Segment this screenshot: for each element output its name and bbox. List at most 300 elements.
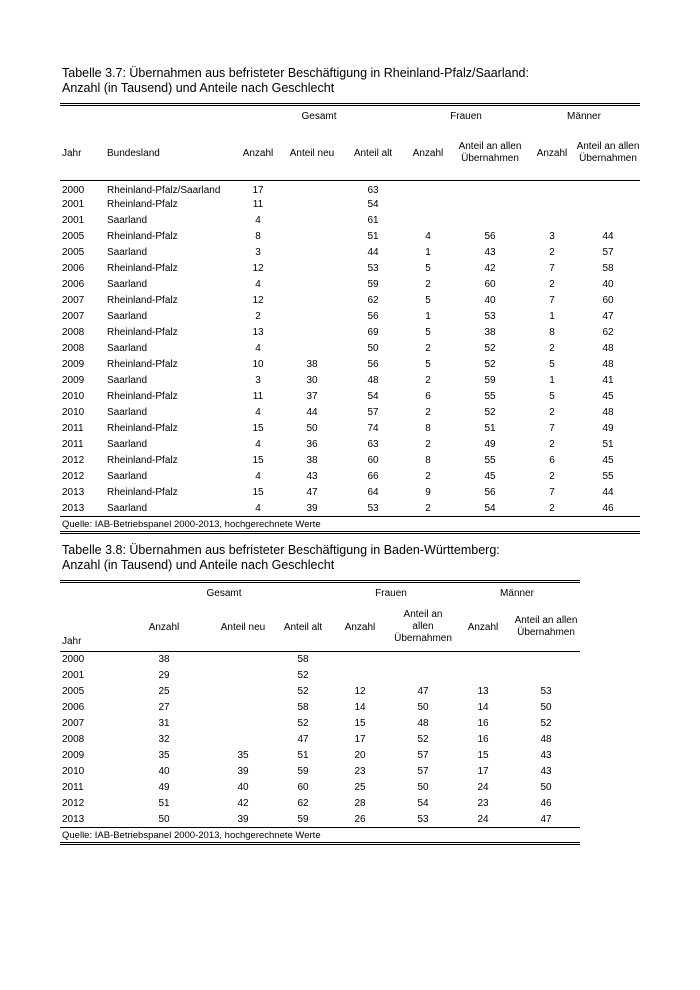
- table1-cell: [282, 325, 342, 341]
- table1-col-header: Bundesland: [107, 147, 160, 159]
- table1-cell: 15: [252, 487, 264, 498]
- table1-cell: 50: [367, 343, 379, 354]
- table1-caption-line1: Tabelle 3.7: Übernahmen aus befristeter Beschäftigung in Rheinland-Pfalz/Saarland:: [62, 66, 529, 80]
- table1-cell: [282, 213, 342, 229]
- table1-cell: 2001: [62, 215, 85, 226]
- table2-cell: 53: [540, 686, 552, 697]
- table1-cell: Rheinland-Pfalz: [107, 359, 178, 370]
- table2-cell: [328, 668, 392, 684]
- table2-cell: 57: [417, 766, 429, 777]
- table1-cell: [404, 197, 452, 213]
- table1-cell: [282, 293, 342, 309]
- table2-cell: 35: [158, 750, 170, 761]
- table1-cell: 2009: [62, 359, 85, 370]
- table1-cell: 43: [306, 471, 318, 482]
- table1-cell: 2: [425, 471, 431, 482]
- table1-row: [60, 309, 640, 325]
- table1-cell: 15: [252, 423, 264, 434]
- table1-cell: 12: [252, 295, 264, 306]
- table1-row: [60, 469, 640, 485]
- table1-cell: 2009: [62, 375, 85, 386]
- table1-row: [60, 181, 640, 197]
- table2-col-header: Anteil an allen Übernahmen: [514, 615, 578, 638]
- table2-cell: 2010: [62, 766, 85, 777]
- table2-row: [60, 748, 580, 764]
- table1-cell: 8: [425, 455, 431, 466]
- table1-cell: 52: [484, 343, 496, 354]
- table1-cell: Rheinland-Pfalz/Saarland: [107, 185, 221, 197]
- table1-cell: 47: [602, 311, 614, 322]
- table1-cell: 4: [255, 471, 261, 482]
- table1-col-header: Anzahl: [242, 147, 274, 159]
- table1-row: [60, 325, 640, 341]
- table1-cell: 2007: [62, 311, 85, 322]
- table1-cell: Rheinland-Pfalz: [107, 231, 178, 242]
- table1-cell: 51: [602, 439, 614, 450]
- table1-cell: [282, 197, 342, 213]
- table2-cell: 42: [237, 798, 249, 809]
- table2-cell: 2007: [62, 718, 85, 729]
- table1-cell: 54: [367, 199, 379, 210]
- table1-cell: 4: [255, 215, 261, 226]
- table2-row: [60, 668, 580, 684]
- table1-cell: 2006: [62, 263, 85, 274]
- table1-cell: 2006: [62, 279, 85, 290]
- table1-cell: 2008: [62, 343, 85, 354]
- table1-cell: 63: [367, 185, 379, 197]
- table2-cell: 48: [417, 718, 429, 729]
- table1-cell: 2005: [62, 247, 85, 258]
- table1-cell: 4: [425, 231, 431, 242]
- table1-cell: Saarland: [107, 407, 148, 418]
- table1-cell: 55: [484, 455, 496, 466]
- table1-cell: Rheinland-Pfalz: [107, 487, 178, 498]
- table1-cell: 44: [602, 487, 614, 498]
- table1-row: [60, 341, 640, 357]
- table2-row: [60, 764, 580, 780]
- table1-cell: 54: [367, 391, 379, 402]
- table1-cell: 17: [252, 185, 264, 197]
- table1-cell: Saarland: [107, 343, 148, 354]
- table1-cell: 15: [252, 455, 264, 466]
- table2-col-header: Anzahl: [467, 621, 499, 633]
- table1-col-header: Jahr: [62, 147, 82, 159]
- table1-cell: 52: [484, 407, 496, 418]
- table1-cell: 49: [602, 423, 614, 434]
- table1-cell: 44: [367, 247, 379, 258]
- table1-cell: 5: [425, 359, 431, 370]
- table1-cell: 11: [252, 199, 264, 210]
- table2-cell: 43: [540, 766, 552, 777]
- table1-cell: 2: [425, 439, 431, 450]
- table1-cell: 56: [484, 231, 496, 242]
- table2-cell: 58: [297, 702, 309, 713]
- table1-cell: [528, 181, 576, 197]
- table1-cell: 8: [425, 423, 431, 434]
- table1-cell: 2: [425, 343, 431, 354]
- table2-col-header: Anteil alt: [283, 621, 323, 633]
- table1-cell: 38: [484, 327, 496, 338]
- table2-cell: [512, 668, 580, 684]
- table1-cell: 37: [306, 391, 318, 402]
- table2-cell: 2009: [62, 750, 85, 761]
- table1-row: [60, 229, 640, 245]
- table2-cell: 24: [477, 813, 489, 825]
- table1-cell: 38: [306, 359, 318, 370]
- table1-cell: 2: [425, 407, 431, 418]
- table2-cell: 49: [158, 782, 170, 793]
- table1-cell: 2010: [62, 407, 85, 418]
- table1-cell: [528, 197, 576, 213]
- table1-cell: [576, 197, 640, 213]
- table1-cell: 1: [549, 311, 555, 322]
- table1-cell: 5: [549, 391, 555, 402]
- table2-cell: 40: [237, 782, 249, 793]
- table2-cell: 50: [540, 702, 552, 713]
- table2-cell: 59: [297, 766, 309, 777]
- table1-cell: 2001: [62, 199, 85, 210]
- table1-row: [60, 453, 640, 469]
- table1-cell: 2005: [62, 231, 85, 242]
- table1-cell: 47: [306, 487, 318, 498]
- table1-cell: 48: [602, 407, 614, 418]
- table1-cell: Saarland: [107, 311, 148, 322]
- table2-cell: 46: [540, 798, 552, 809]
- table2-cell: [454, 668, 512, 684]
- table2-cell: 40: [158, 766, 170, 777]
- table2-cell: 24: [477, 782, 489, 793]
- table1-cell: [452, 181, 528, 197]
- table1-cell: 40: [602, 279, 614, 290]
- table1-cell: 11: [252, 391, 264, 402]
- table1-cell: 4: [255, 279, 261, 290]
- table1-cell: 7: [549, 295, 555, 306]
- table2-cell: 2005: [62, 686, 85, 697]
- table1-cell: 2: [549, 247, 555, 258]
- table1-cell: Rheinland-Pfalz: [107, 423, 178, 434]
- table1-cell: 60: [484, 279, 496, 290]
- table1-cell: 45: [602, 455, 614, 466]
- table2-cell: 2001: [62, 670, 85, 681]
- table2-col-header: Jahr: [62, 636, 82, 647]
- table2-cell: [392, 652, 454, 668]
- table1-cell: Saarland: [107, 279, 148, 290]
- table2-cell: 2013: [62, 813, 85, 825]
- table2-cell: 43: [540, 750, 552, 761]
- table1-cell: 53: [484, 311, 496, 322]
- table2-cell: 48: [540, 734, 552, 745]
- table1-cell: [452, 213, 528, 229]
- table1-cell: 2: [255, 311, 261, 322]
- table2-cell: 39: [237, 813, 249, 825]
- table2-caption-line2: Anzahl (in Tausend) und Anteile nach Geschlecht: [62, 558, 335, 572]
- table2-cell: [328, 652, 392, 668]
- table1-row: [60, 245, 640, 261]
- table1-cell: 3: [255, 247, 261, 258]
- table1-cell: [282, 277, 342, 293]
- table2-cell: 25: [158, 686, 170, 697]
- table2-cell: 32: [158, 734, 170, 745]
- table1-cell: 2000: [62, 185, 85, 197]
- table1-col-header: Anteil neu: [289, 147, 335, 159]
- table2-row: [60, 812, 580, 828]
- table2-cell: 47: [297, 734, 309, 745]
- table1-row: [60, 405, 640, 421]
- table1-cell: 8: [549, 327, 555, 338]
- table2-row: [60, 732, 580, 748]
- table2-cell: 50: [158, 813, 170, 825]
- table1-cell: Rheinland-Pfalz: [107, 327, 178, 338]
- table2-cell: 15: [354, 718, 366, 729]
- table2-group-maenner: Männer: [500, 587, 534, 599]
- table2-cell: 14: [354, 702, 366, 713]
- table2-cell: 29: [158, 670, 170, 681]
- table1-cell: 44: [306, 407, 318, 418]
- table2-cell: 17: [354, 734, 366, 745]
- table2-cell: 15: [477, 750, 489, 761]
- table2-cell: [208, 716, 278, 732]
- table1-cell: 2012: [62, 455, 85, 466]
- table1-cell: 62: [367, 295, 379, 306]
- table1-cell: 4: [255, 343, 261, 354]
- table2-cell: 2006: [62, 702, 85, 713]
- table1-cell: 44: [602, 231, 614, 242]
- table1-cell: Saarland: [107, 247, 148, 258]
- table2-cell: 2000: [62, 654, 85, 666]
- table1-cell: [282, 181, 342, 197]
- table2-cell: [208, 732, 278, 748]
- table1-row: [60, 421, 640, 437]
- table2-cell: 52: [540, 718, 552, 729]
- table1-row: [60, 213, 640, 229]
- table1-cell: 38: [306, 455, 318, 466]
- table1-cell: Rheinland-Pfalz: [107, 199, 178, 210]
- table2-cell: 28: [354, 798, 366, 809]
- table1-cell: 36: [306, 439, 318, 450]
- table1-cell: 9: [425, 487, 431, 498]
- table1-cell: [452, 197, 528, 213]
- table1-cell: 2013: [62, 487, 85, 498]
- table1-cell: [576, 181, 640, 197]
- table2-cell: 53: [417, 813, 429, 825]
- table2-cell: 60: [297, 782, 309, 793]
- table2-cell: 16: [477, 734, 489, 745]
- table1-col-header: Anteil an allen Übernahmen: [576, 141, 640, 164]
- table1-row: [60, 357, 640, 373]
- table1-col-header: Anteil alt: [353, 147, 393, 159]
- table1-cell: 48: [602, 343, 614, 354]
- table1-cell: 51: [367, 231, 379, 242]
- table2-cell: 2011: [62, 782, 84, 793]
- table2-cell: [208, 684, 278, 700]
- table1-cell: [282, 341, 342, 357]
- table1-cell: 7: [549, 263, 555, 274]
- table1-cell: 49: [484, 439, 496, 450]
- table2-col-header: Anzahl: [148, 621, 180, 633]
- table1-cell: 55: [484, 391, 496, 402]
- table1-source: Quelle: IAB-Betriebspanel 2000-2013, hochgerechnete Werte: [60, 517, 640, 533]
- table1-cell: 48: [602, 359, 614, 370]
- table1-cell: 7: [549, 423, 555, 434]
- table2-col-header: Anzahl: [344, 621, 376, 633]
- table1-group-gesamt: Gesamt: [301, 110, 337, 122]
- table1-cell: Saarland: [107, 502, 148, 514]
- table1-cell: 2007: [62, 295, 85, 306]
- table2-cell: 50: [417, 702, 429, 713]
- table1-col-header: Anzahl: [412, 147, 444, 159]
- table2-cell: 31: [158, 718, 170, 729]
- table1-cell: 59: [484, 375, 496, 386]
- table1-cell: 39: [306, 502, 318, 514]
- table1-cell: 12: [252, 263, 264, 274]
- table1-cell: 40: [484, 295, 496, 306]
- table2-col-header: Anteil neu: [220, 621, 266, 633]
- table1-cell: 56: [367, 359, 379, 370]
- table1-cell: 2: [549, 279, 555, 290]
- table1-cell: 4: [255, 502, 261, 514]
- table1-cell: Saarland: [107, 375, 148, 386]
- table2-cell: 50: [540, 782, 552, 793]
- table2-cell: 12: [354, 686, 366, 697]
- table1-cell: 60: [367, 455, 379, 466]
- table1-header-row: [60, 126, 640, 181]
- table2-cell: 59: [297, 813, 309, 825]
- table1-cell: 2: [425, 502, 431, 514]
- table2-cell: 51: [297, 750, 309, 761]
- table2-cell: 47: [417, 686, 429, 697]
- table2-cell: [512, 652, 580, 668]
- table2-cell: 2012: [62, 798, 85, 809]
- table1-cell: [404, 213, 452, 229]
- table2-cell: 16: [477, 718, 489, 729]
- table2-cell: 47: [540, 813, 552, 825]
- table1-row: [60, 501, 640, 517]
- table1-cell: 54: [484, 502, 496, 514]
- table1-cell: 3: [549, 231, 555, 242]
- table1-cell: 6: [425, 391, 431, 402]
- table1-cell: 5: [549, 359, 555, 370]
- table1-cell: 53: [367, 502, 379, 514]
- table2-cell: 27: [158, 702, 170, 713]
- table2-cell: 38: [158, 654, 170, 666]
- table2-cell: 39: [237, 766, 249, 777]
- table1-row: [60, 261, 640, 277]
- table1-cell: 50: [306, 423, 318, 434]
- table2-cell: [208, 700, 278, 716]
- table1-cell: Rheinland-Pfalz: [107, 263, 178, 274]
- table1-cell: [282, 245, 342, 261]
- table1-cell: 2008: [62, 327, 85, 338]
- table1-cell: 2: [425, 375, 431, 386]
- table1-cell: 10: [252, 359, 264, 370]
- table1-caption-line2: Anzahl (in Tausend) und Anteile nach Geschlecht: [62, 81, 335, 95]
- table1-cell: 30: [306, 375, 318, 386]
- table1-cell: 42: [484, 263, 496, 274]
- table1-cell: 4: [255, 407, 261, 418]
- table1-cell: Rheinland-Pfalz: [107, 455, 178, 466]
- table1: [60, 103, 640, 534]
- table1-cell: 56: [484, 487, 496, 498]
- table2-row: [60, 716, 580, 732]
- table1-cell: 1: [425, 311, 431, 322]
- table2-col-header: Anteil an allen Übernahmen: [394, 609, 452, 644]
- table2-row: [60, 780, 580, 796]
- table1-group-frauen: Frauen: [450, 110, 482, 122]
- table1-cell: [528, 213, 576, 229]
- table1-cell: 60: [602, 295, 614, 306]
- table1-col-header: Anzahl: [536, 147, 568, 159]
- table2-cell: 52: [297, 670, 309, 681]
- table2-cell: 25: [354, 782, 366, 793]
- table1-cell: 52: [484, 359, 496, 370]
- table2-row: [60, 796, 580, 812]
- table2-cell: 58: [297, 654, 309, 666]
- table1-cell: Saarland: [107, 215, 148, 226]
- table2-caption-line1: Tabelle 3.8: Übernahmen aus befristeter Beschäftigung in Baden-Württemberg:: [62, 543, 500, 557]
- table1-cell: Saarland: [107, 471, 148, 482]
- table1-cell: Saarland: [107, 439, 148, 450]
- table2-cell: 26: [354, 813, 366, 825]
- table1-cell: 2: [549, 439, 555, 450]
- table1-cell: 46: [602, 502, 614, 514]
- table1-cell: 5: [425, 295, 431, 306]
- table2-cell: 23: [354, 766, 366, 777]
- table2-source: Quelle: IAB-Betriebspanel 2000-2013, hochgerechnete Werte: [60, 828, 580, 844]
- table2-cell: 13: [477, 686, 489, 697]
- table1-caption: [62, 66, 529, 96]
- table1-cell: 55: [602, 471, 614, 482]
- table1-cell: Rheinland-Pfalz: [107, 295, 178, 306]
- table1-cell: [282, 229, 342, 245]
- table2-cell: 51: [158, 798, 170, 809]
- table1-cell: 4: [255, 439, 261, 450]
- table1-cell: 2011: [62, 423, 84, 434]
- table2-cell: [392, 668, 454, 684]
- table2-cell: 54: [417, 798, 429, 809]
- table1-row: [60, 197, 640, 213]
- table1-cell: 1: [425, 247, 431, 258]
- table2-group-gesamt: Gesamt: [206, 587, 242, 599]
- table2-cell: 2008: [62, 734, 85, 745]
- table1-cell: 2013: [62, 502, 85, 514]
- table1-cell: 2: [549, 502, 555, 514]
- table1-cell: 69: [367, 327, 379, 338]
- table1-cell: 2: [549, 471, 555, 482]
- table1-cell: 2011: [62, 439, 84, 450]
- table1-cell: 6: [549, 455, 555, 466]
- table1-cell: [282, 261, 342, 277]
- table2-header-row: [60, 603, 580, 652]
- table1-cell: 2012: [62, 471, 85, 482]
- table2-cell: [208, 652, 278, 668]
- table1-cell: 57: [602, 247, 614, 258]
- table2-caption: [62, 543, 500, 573]
- table1-cell: 41: [602, 375, 614, 386]
- table2-cell: [454, 652, 512, 668]
- table2-row: [60, 684, 580, 700]
- table1-cell: 2: [549, 343, 555, 354]
- table1-cell: 3: [255, 375, 261, 386]
- table1-cell: 5: [425, 263, 431, 274]
- table2-cell: 62: [297, 798, 309, 809]
- table1-col-header: Anteil an allen Übernahmen: [458, 141, 522, 164]
- table2-cell: 52: [297, 718, 309, 729]
- table1-cell: 66: [367, 471, 379, 482]
- table1-cell: 2: [549, 407, 555, 418]
- table1-cell: 57: [367, 407, 379, 418]
- table1-cell: 48: [367, 375, 379, 386]
- table2-cell: 23: [477, 798, 489, 809]
